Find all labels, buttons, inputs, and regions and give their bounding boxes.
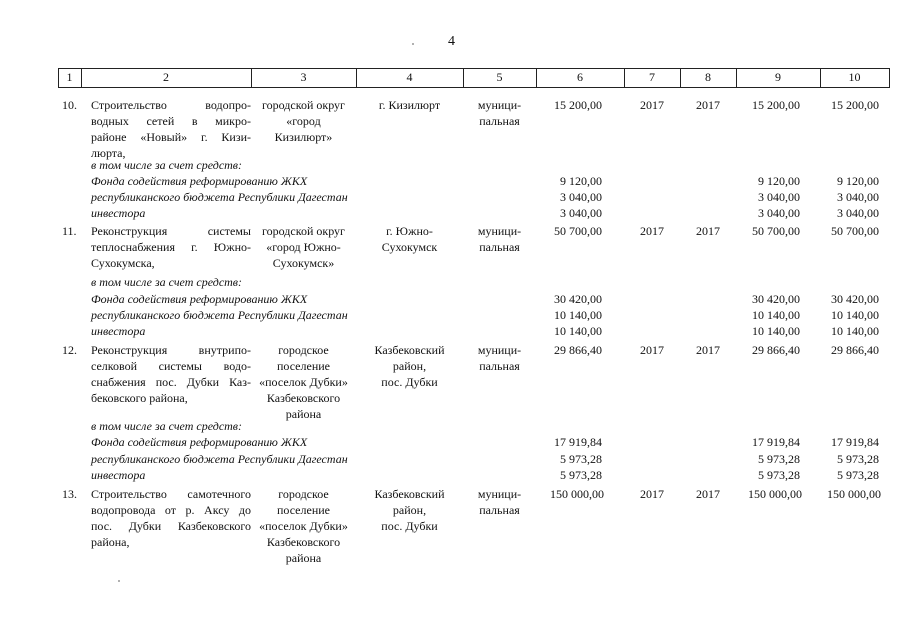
municipal-district: Казбековского — [266, 391, 341, 405]
start-year: 2017 — [640, 343, 664, 357]
header-col-3: 3 — [300, 70, 307, 84]
header-col-10: 10 — [848, 70, 861, 84]
municipal-district: «город — [286, 114, 321, 128]
municipal-district: городское — [278, 487, 329, 501]
project-name-line: люрта, — [91, 146, 126, 160]
location: г. Кизилюрт — [378, 98, 441, 112]
funding-value: 10 140,00 — [752, 324, 800, 338]
ownership: пальная — [479, 240, 520, 254]
municipal-district: «поселок Дубки» — [259, 519, 348, 533]
municipal-district: «город Южно- — [266, 240, 341, 254]
scan-speck — [118, 580, 120, 582]
ownership: муници- — [477, 98, 522, 112]
location: пос. Дубки — [381, 375, 438, 389]
municipal-district: поселение — [276, 359, 330, 373]
row-number: 12. — [62, 343, 77, 357]
header-col-4: 4 — [406, 70, 413, 84]
funding-value: 5 973,28 — [560, 468, 602, 482]
row-number: 13. — [62, 487, 77, 501]
municipal-district: Казбековского — [266, 535, 341, 549]
header-col-7: 7 — [649, 70, 655, 84]
funding-source-label: Фонда содействия реформированию ЖКХ — [91, 292, 308, 306]
municipal-district: Сухокумск» — [272, 256, 335, 270]
funding-value: 3 040,00 — [837, 206, 879, 220]
project-name-line: Строительство водопро- — [91, 98, 251, 112]
funding-value: 5 973,28 — [560, 452, 602, 466]
funding-subheading: в том числе за счет средств: — [91, 275, 243, 289]
ownership: пальная — [479, 114, 520, 128]
ownership: муници- — [477, 224, 522, 238]
municipal-district: поселение — [276, 503, 330, 517]
funding-source-label: Фонда содействия реформированию ЖКХ — [91, 435, 308, 449]
location: пос. Дубки — [381, 519, 438, 533]
start-year: 2017 — [640, 487, 664, 501]
project-name-line: районе «Новый» г. Кизи- — [91, 130, 251, 144]
funding-value: 3 040,00 — [560, 190, 602, 204]
funding-source-label: инвестора — [91, 324, 146, 338]
page-number: 4 — [448, 34, 455, 49]
funding-value: 17 919,84 — [831, 435, 879, 449]
total-cost: 50 700,00 — [554, 224, 602, 238]
end-year: 2017 — [696, 224, 720, 238]
municipal-district: городской округ — [262, 98, 345, 112]
funding-source-label: инвестора — [91, 206, 146, 220]
municipal-district: Кизилюрт» — [274, 130, 333, 144]
table-header-row — [58, 68, 890, 88]
municipal-district: «поселок Дубки» — [259, 375, 348, 389]
funding-subheading: в том числе за счет средств: — [91, 419, 243, 433]
header-col-5: 5 — [496, 70, 503, 84]
col10-value: 15 200,00 — [831, 98, 879, 112]
header-col-8: 8 — [705, 70, 711, 84]
funding-value: 9 120,00 — [560, 174, 602, 188]
project-name-line: Сухокумска, — [91, 256, 155, 270]
funding-source-label: республиканского бюджета Республики Дагестан — [91, 452, 348, 466]
header-col-6: 6 — [577, 70, 583, 84]
header-col-1: 1 — [66, 70, 73, 84]
municipal-district: городской округ — [262, 224, 345, 238]
funding-value: 17 919,84 — [752, 435, 800, 449]
funding-source-label: инвестора — [91, 468, 146, 482]
total-cost: 29 866,40 — [554, 343, 602, 357]
project-name-line: теплоснабжения г. Южно- — [91, 240, 251, 254]
funding-subheading: в том числе за счет средств: — [91, 158, 243, 172]
funding-value: 3 040,00 — [758, 190, 800, 204]
col9-value: 29 866,40 — [752, 343, 800, 357]
start-year: 2017 — [640, 98, 664, 112]
funding-source-label: республиканского бюджета Республики Дагестан — [91, 190, 348, 204]
funding-value: 9 120,00 — [837, 174, 879, 188]
col10-value: 29 866,40 — [831, 343, 879, 357]
funding-value: 10 140,00 — [831, 324, 879, 338]
project-name-line: пос. Дубки Казбековского — [91, 519, 251, 533]
total-cost: 150 000,00 — [550, 487, 604, 501]
project-name-line: селковой системы водо- — [91, 359, 251, 373]
project-name-line: снабжения пос. Дубки Каз- — [91, 375, 251, 389]
col9-value: 150 000,00 — [748, 487, 802, 501]
funding-value: 30 420,00 — [752, 292, 800, 306]
end-year: 2017 — [696, 343, 720, 357]
header-col-9: 9 — [775, 70, 781, 84]
funding-value: 30 420,00 — [831, 292, 879, 306]
project-name-line: водопровода от р. Аксу до — [91, 503, 251, 517]
ownership: пальная — [479, 359, 520, 373]
total-cost: 15 200,00 — [554, 98, 602, 112]
ownership: муници- — [477, 487, 522, 501]
col9-value: 50 700,00 — [752, 224, 800, 238]
funding-value: 10 140,00 — [831, 308, 879, 322]
funding-value: 10 140,00 — [554, 324, 602, 338]
row-number: 11. — [62, 224, 77, 238]
funding-value: 3 040,00 — [837, 190, 879, 204]
funding-value: 30 420,00 — [554, 292, 602, 306]
funding-value: 9 120,00 — [758, 174, 800, 188]
project-name-line: Строительство самотечного — [91, 487, 251, 501]
col10-value: 150 000,00 — [827, 487, 881, 501]
row-number: 10. — [62, 98, 77, 112]
location: район, — [392, 503, 427, 517]
project-name-line: водных сетей в микро- — [91, 114, 251, 128]
funding-value: 3 040,00 — [560, 206, 602, 220]
funding-value: 17 919,84 — [554, 435, 602, 449]
location: Казбековский — [374, 487, 445, 501]
project-name-line: бековского района, — [91, 391, 188, 405]
project-name-line: Реконструкция внутрипо- — [91, 343, 251, 357]
funding-value: 10 140,00 — [554, 308, 602, 322]
ownership: пальная — [479, 503, 520, 517]
location: г. Южно- — [386, 224, 433, 238]
municipal-district: района — [285, 551, 322, 565]
funding-value: 5 973,28 — [837, 452, 879, 466]
municipal-district: городское — [278, 343, 329, 357]
municipal-district: района — [285, 407, 322, 421]
project-name-line: района, — [91, 535, 130, 549]
end-year: 2017 — [696, 98, 720, 112]
header-col-2: 2 — [163, 70, 169, 84]
funding-value: 5 973,28 — [758, 468, 800, 482]
location: Казбековский — [374, 343, 445, 357]
end-year: 2017 — [696, 487, 720, 501]
funding-value: 10 140,00 — [752, 308, 800, 322]
funding-source-label: республиканского бюджета Республики Дагестан — [91, 308, 348, 322]
funding-value: 3 040,00 — [758, 206, 800, 220]
funding-source-label: Фонда содействия реформированию ЖКХ — [91, 174, 308, 188]
funding-value: 5 973,28 — [758, 452, 800, 466]
funding-value: 5 973,28 — [837, 468, 879, 482]
scan-speck — [412, 43, 414, 45]
location: Сухокумск — [381, 240, 438, 254]
ownership: муници- — [477, 343, 522, 357]
col9-value: 15 200,00 — [752, 98, 800, 112]
start-year: 2017 — [640, 224, 664, 238]
project-name-line: Реконструкция системы — [91, 224, 251, 238]
location: район, — [392, 359, 427, 373]
col10-value: 50 700,00 — [831, 224, 879, 238]
